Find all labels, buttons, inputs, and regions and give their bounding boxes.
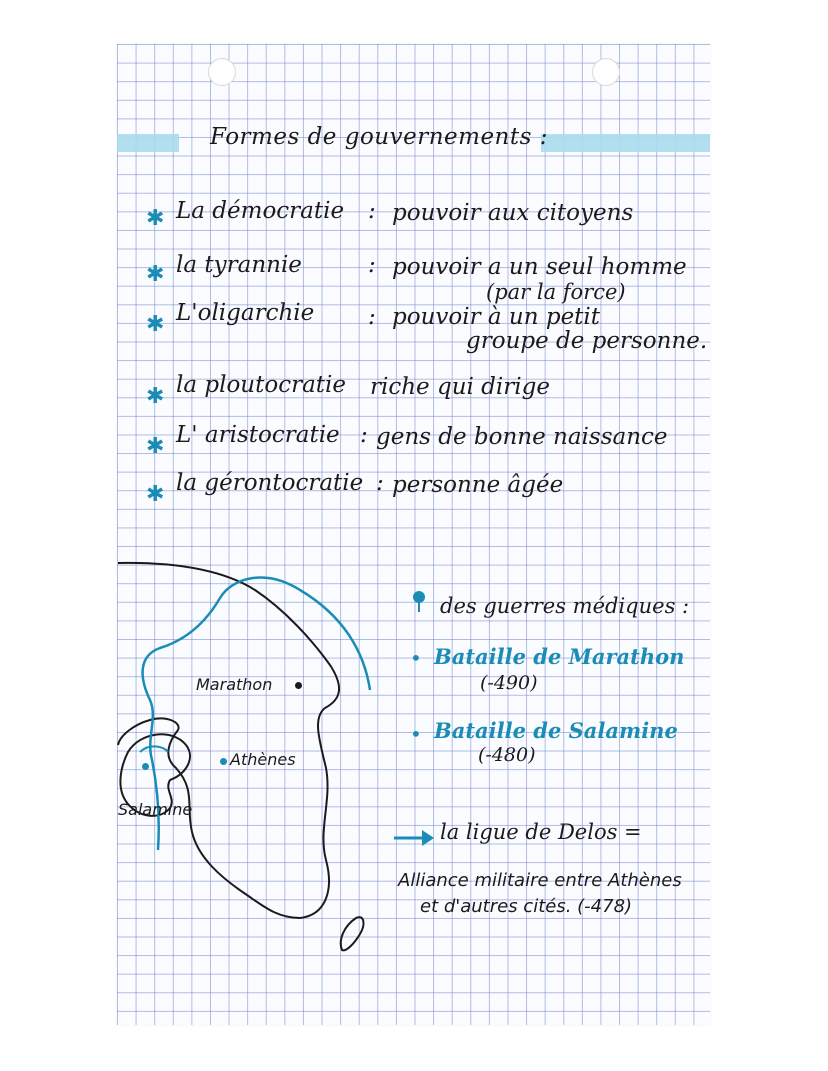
asterisk-icon: ✱ — [146, 206, 165, 231]
government-term: L'oligarchie — [176, 300, 315, 326]
island-small — [341, 917, 364, 950]
government-note: (par la force) — [486, 280, 626, 304]
marathon-label: Marathon — [196, 675, 273, 694]
government-definition: pouvoir a un seul homme — [392, 254, 687, 280]
page-title: Formes de gouvernements : — [210, 124, 548, 150]
government-term: la ploutocratie — [176, 372, 347, 398]
bullet-dot: • — [410, 722, 422, 746]
battle-name: Bataille de Marathon — [434, 644, 685, 669]
colon-separator: : — [376, 470, 384, 496]
marathon-dot — [295, 682, 302, 689]
government-definition-continued: groupe de personne. — [466, 328, 708, 354]
government-term: la gérontocratie — [176, 470, 364, 496]
government-definition: riche qui dirige — [370, 374, 550, 400]
delos-label: la ligue de Delos = — [440, 820, 642, 844]
wars-heading: des guerres médiques : — [440, 594, 690, 618]
battle-date: (-490) — [480, 672, 538, 694]
athens-dot — [220, 758, 227, 765]
delos-description-line1: Alliance militaire entre Athènes — [398, 870, 682, 891]
route-inner-shore — [140, 746, 168, 752]
colon-separator: : — [368, 252, 376, 278]
government-definition: pouvoir aux citoyens — [392, 200, 634, 226]
pin-icon — [412, 590, 426, 614]
government-term: la tyrannie — [176, 252, 302, 278]
arrow-right-icon — [392, 828, 436, 848]
government-definition: gens de bonne naissance — [376, 424, 668, 450]
asterisk-icon: ✱ — [146, 312, 165, 337]
colon-separator: : — [368, 304, 376, 330]
asterisk-icon: ✱ — [146, 434, 165, 459]
bullet-dot: • — [410, 646, 422, 670]
colon-separator: : — [360, 422, 368, 448]
athens-label: Athènes — [230, 750, 296, 769]
salamis-dot — [142, 763, 149, 770]
asterisk-icon: ✱ — [146, 262, 165, 287]
salamis-label: Salamine — [118, 800, 193, 819]
battle-name: Bataille de Salamine — [434, 718, 678, 743]
asterisk-icon: ✱ — [146, 482, 165, 507]
government-term: L' aristocratie — [176, 422, 340, 448]
asterisk-icon: ✱ — [146, 384, 165, 409]
delos-description-line2: et d'autres cités. (-478) — [420, 896, 633, 917]
government-definition: personne âgée — [392, 472, 564, 498]
colon-separator: : — [368, 198, 376, 224]
government-definition: pouvoir à un petit — [392, 304, 601, 330]
battle-date: (-480) — [478, 744, 536, 766]
government-term: La démocratie — [176, 198, 345, 224]
